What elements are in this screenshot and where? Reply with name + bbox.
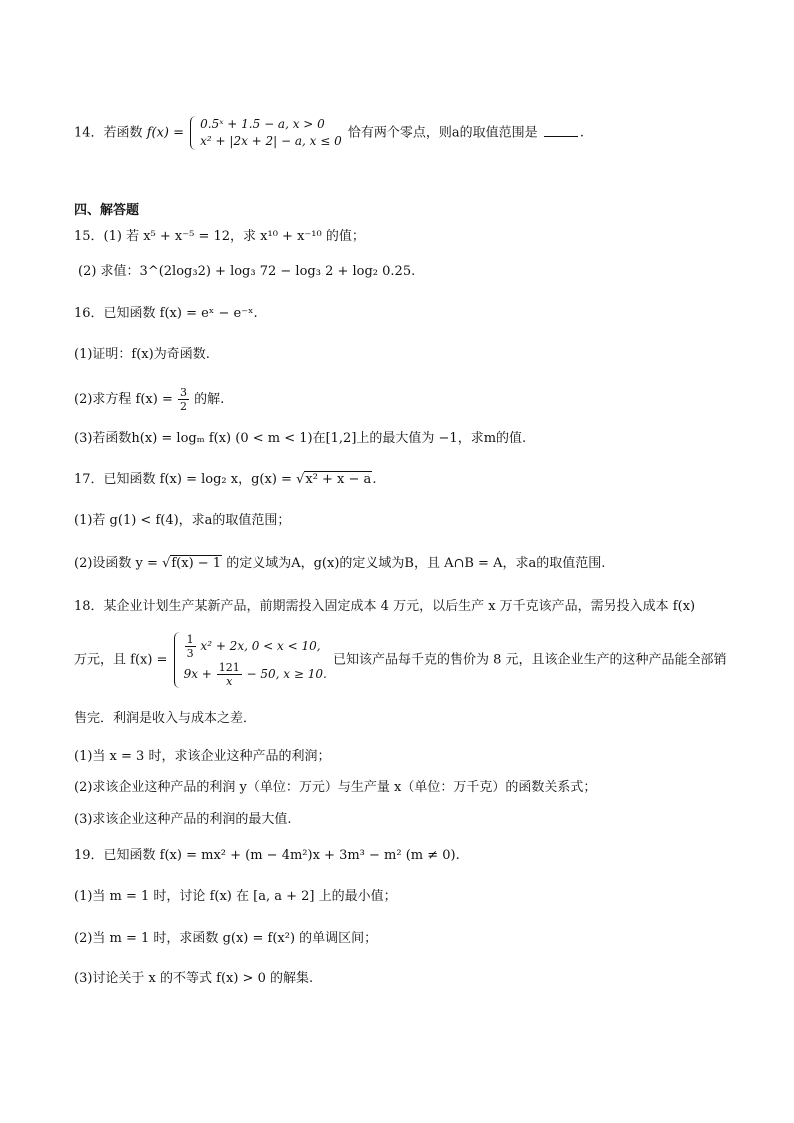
q18-line-1: 18．某企业计划生产某新产品，前期需投入固定成本 4 万元，以后生产 x 万千克该产品，需另投入成本 f(x) xyxy=(74,599,696,614)
q14-function: f(x) = xyxy=(146,125,184,141)
q19-part-2: (2)当 m = 1 时，求函数 g(x) = f(x²) 的单调区间； xyxy=(74,931,378,946)
q18-case-2: 9x + $\frac{121}{x}$ − 50, x ≥ 10. xyxy=(183,661,327,688)
q15-part-1: 15．(1) 若 x⁵ + x⁻⁵ = 12，求 x¹⁰ + x⁻¹⁰ 的值； xyxy=(74,229,365,244)
q18-line-2: 万元，且 f(x) = $\frac{1}{3}$ x² + 2x, 0 < x < 10, 9x + $\frac{121}{x}$ − 50, x ≥ 10. 已知该产品每千克的售价为 8 元，且该企业生产的这种产品能全部销 xyxy=(74,633,727,688)
q16-part-1: (1)证明：f(x)为奇函数. xyxy=(74,347,210,362)
q18-piecewise xyxy=(174,632,327,688)
q18-part-1: (1)当 x = 3 时，求该企业这种产品的利润； xyxy=(74,749,331,764)
fraction-three-halves: $\frac{3}{2}$ xyxy=(180,386,187,413)
q16-part-3: (3)若函数h(x) = logₘ f(x) (0 < m < 1)在[1,2]上的最大值为 −1，求m的值. xyxy=(74,431,527,446)
q19-stem: 19．已知函数 f(x) = mx² + (m − 4m²)x + 3m³ − m² (m ≠ 0). xyxy=(74,848,460,863)
q18-case-1: $\frac{1}{3}$ x² + 2x, 0 < x < 10, xyxy=(186,633,321,660)
answer-blank xyxy=(544,136,578,137)
question-14: 14．若函数 f(x) = 0.5ˣ + 1.5 − a, x > 0 x² + |2x + 2| − a, x ≤ 0 恰有两个零点，则a的取值范围是 . xyxy=(74,117,584,148)
q18-part-3: (3)求该企业这种产品的利润的最大值. xyxy=(74,812,292,827)
sqrt-expression: √f(x) − 1 xyxy=(162,556,222,571)
q14-suffix: 恰有两个零点，则a的取值范围是 xyxy=(347,125,538,141)
q14-piecewise xyxy=(190,116,342,150)
q14-case-2: x² + |2x + 2| − a, x ≤ 0 xyxy=(200,134,342,148)
q18-part-2: (2)求该企业这种产品的利润 y（单位：万元）与生产量 x（单位：万千克）的函数关系式； xyxy=(74,780,597,795)
q19-part-1: (1)当 m = 1 时，讨论 f(x) 在 [a, a + 2] 上的最小值； xyxy=(74,889,397,904)
section-heading: 四、解答题 xyxy=(74,203,140,218)
q16-stem: 16．已知函数 f(x) = eˣ − e⁻ˣ. xyxy=(74,306,258,321)
q18-line-3: 售完．利润是收入与成本之差． xyxy=(74,711,257,726)
q16-part-2: (2)求方程 f(x) = $\frac{3}{2}$ 的解. xyxy=(74,386,225,413)
q15-part-2: (2) 求值：3^(2log₃2) + log₃ 72 − log₃ 2 + log₂ 0.25. xyxy=(78,264,416,279)
q14-case-1: 0.5ˣ + 1.5 − a, x > 0 xyxy=(200,117,325,131)
q17-part-2: (2)设函数 y = √f(x) − 1 的定义域为A，g(x)的定义域为B，且 A∩B = A，求a的取值范围. xyxy=(74,556,606,571)
q17-stem: 17．已知函数 f(x) = log₂ x，g(x) = √x² + x − a. xyxy=(74,472,377,487)
q19-part-3: (3)讨论关于 x 的不等式 f(x) > 0 的解集. xyxy=(74,971,314,986)
q17-part-1: (1)若 g(1) < f(4)，求a的取值范围； xyxy=(74,513,291,528)
q14-prefix: 14．若函数 xyxy=(74,125,143,141)
sqrt-expression: √x² + x − a xyxy=(296,472,372,487)
